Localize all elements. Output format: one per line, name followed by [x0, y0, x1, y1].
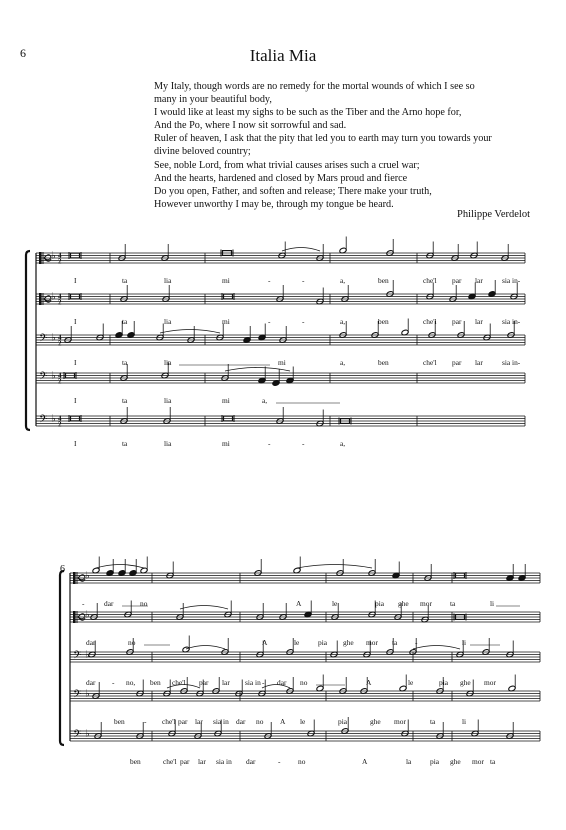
- lyric-syllable: A: [296, 599, 302, 608]
- slur: [413, 646, 460, 650]
- bass-clef: 𝄢: [39, 369, 48, 385]
- lyric-syllable: par: [180, 757, 190, 766]
- lyric-syllable: ghe: [398, 599, 409, 608]
- lyric-syllable: I: [74, 317, 77, 326]
- lyric-syllable: dar: [86, 678, 96, 687]
- lyric-syllable: li: [490, 599, 495, 608]
- lyric-syllable: sia in-: [502, 358, 521, 367]
- flat-sign: ♭: [85, 609, 90, 621]
- lyric-syllable: -: [112, 678, 115, 687]
- lyric-syllable: -: [82, 599, 85, 608]
- lyric-syllable: pia: [318, 638, 328, 647]
- time-signature: 2: [58, 339, 62, 348]
- lyric-syllable: -: [302, 317, 305, 326]
- lyric-syllable: sia in: [245, 678, 261, 687]
- c-clef: [39, 252, 42, 264]
- lyric-syllable: che'l: [172, 678, 186, 687]
- lyric-syllable: no,: [126, 678, 136, 687]
- lyric-syllable: lar: [475, 317, 483, 326]
- lyric-syllable: -: [302, 276, 305, 285]
- lyric-syllable: -: [415, 638, 418, 647]
- time-signature: 4: [58, 414, 62, 423]
- lyric-syllable: A: [280, 717, 286, 726]
- time-signature: 2: [58, 377, 62, 386]
- lyric-syllable: par: [452, 276, 462, 285]
- lyric-syllable: che'l: [423, 276, 437, 285]
- page-number: 6: [20, 46, 26, 60]
- c-clef: [39, 293, 42, 305]
- lyric-syllable: dar: [236, 717, 246, 726]
- lyric-syllable: li: [462, 638, 467, 647]
- lyric-syllable: sia in: [216, 757, 232, 766]
- bass-clef: 𝄢: [39, 331, 48, 347]
- time-signature: 4: [58, 371, 62, 380]
- flat-sign: ♭: [51, 291, 56, 303]
- poem-line: Ruler of heaven, I ask that the pity that led you to earth may turn you towards your: [154, 133, 492, 145]
- poem-line: However unworthy I may be, through my tongue be heard.: [154, 198, 394, 210]
- flat-sign: ♭: [51, 370, 56, 382]
- lyric-syllable: lar: [475, 276, 483, 285]
- lyric-syllable: mi: [278, 358, 286, 367]
- poem-line: And the hearts, hardened and closed by Mars proud and fierce: [154, 172, 408, 184]
- lyric-syllable: ben: [150, 678, 161, 687]
- lyric-syllable: mi: [222, 276, 230, 285]
- lyric-syllable: le: [332, 599, 338, 608]
- lyric-syllable: le: [300, 717, 306, 726]
- lyric-syllable: che'l: [423, 317, 437, 326]
- lyric-syllable: I: [74, 358, 77, 367]
- lyric-syllable: ta: [122, 276, 128, 285]
- system-bracket: [60, 571, 64, 745]
- lyric-syllable: lia: [164, 439, 172, 448]
- slur: [225, 368, 290, 372]
- lyric-syllable: mor: [472, 757, 484, 766]
- poem-line: I would like at least my sighs to be such as the Tiber and the Arno hope for,: [154, 107, 462, 119]
- lyric-syllable: le: [408, 678, 414, 687]
- lyric-syllable: -: [278, 757, 281, 766]
- lyric-syllable: par: [199, 678, 209, 687]
- lyric-syllable: ben: [114, 717, 125, 726]
- lyric-syllable: mor: [420, 599, 432, 608]
- poem-line: And the Po, where I now sit sorrowful and sad.: [154, 120, 347, 132]
- lyric-syllable: ta: [430, 717, 436, 726]
- lyric-syllable: a,: [340, 358, 346, 367]
- time-signature: 4: [58, 251, 62, 260]
- lyric-syllable: a,: [262, 396, 268, 405]
- time-signature: 2: [58, 257, 62, 266]
- lyric-syllable: lia: [164, 317, 172, 326]
- lyric-syllable: no: [128, 638, 136, 647]
- lyric-syllable: ghe: [343, 638, 354, 647]
- lyric-syllable: che'l: [163, 757, 177, 766]
- lyric-syllable: no: [300, 678, 308, 687]
- slur: [180, 606, 228, 610]
- lyric-syllable: par: [452, 358, 462, 367]
- lyric-syllable: lar: [195, 717, 203, 726]
- lyric-syllable: A: [262, 638, 268, 647]
- lyric-syllable: dar: [86, 638, 96, 647]
- lyric-syllable: -: [268, 276, 271, 285]
- system-bracket: [26, 251, 30, 430]
- flat-sign: ♭: [51, 250, 56, 262]
- lyric-syllable: pia: [375, 599, 385, 608]
- bass-clef: 𝄢: [39, 412, 48, 428]
- lyric-syllable: ta: [122, 396, 128, 405]
- page-title: Italia Mia: [249, 46, 317, 65]
- flat-sign: ♭: [85, 649, 90, 661]
- lyric-syllable: ben: [130, 757, 141, 766]
- c-clef: [73, 572, 76, 584]
- lyric-syllable: dar: [277, 678, 287, 687]
- lyric-syllable: mor: [394, 717, 406, 726]
- lyric-syllable: I: [74, 439, 77, 448]
- lyric-syllable: lar: [475, 358, 483, 367]
- flat-sign: ♭: [85, 688, 90, 700]
- lyric-syllable: sia in-: [502, 276, 521, 285]
- lyric-syllable: -: [262, 678, 265, 687]
- lyric-syllable: -: [268, 317, 271, 326]
- lyric-syllable: dar: [104, 599, 114, 608]
- lyric-syllable: a,: [340, 276, 346, 285]
- composer-credit: Philippe Verdelot: [456, 209, 530, 220]
- lyric-syllable: ta: [392, 638, 398, 647]
- lyric-syllable: ben: [378, 317, 389, 326]
- lyric-syllable: che'l: [162, 717, 176, 726]
- lyric-syllable: pia: [338, 717, 348, 726]
- lyric-syllable: ghe: [450, 757, 461, 766]
- lyric-syllable: mi: [222, 439, 230, 448]
- slur: [186, 646, 225, 650]
- measure-number: 6: [60, 564, 65, 575]
- lyric-syllable: le: [294, 638, 300, 647]
- time-signature: 2: [58, 420, 62, 429]
- lyric-syllable: sia in-: [502, 317, 521, 326]
- lyric-syllable: ben: [378, 276, 389, 285]
- flat-sign: ♭: [85, 570, 90, 582]
- flat-sign: ♭: [85, 728, 90, 740]
- lyric-syllable: A: [366, 678, 372, 687]
- lyric-syllable: ta: [490, 757, 496, 766]
- lyric-syllable: lia: [164, 276, 172, 285]
- lyric-syllable: lar: [198, 757, 206, 766]
- lyric-syllable: pia: [430, 757, 440, 766]
- flat-sign: ♭: [51, 332, 56, 344]
- lyric-syllable: I: [74, 396, 77, 405]
- time-signature: 4: [58, 333, 62, 342]
- bass-clef: 𝄢: [73, 727, 82, 743]
- lyric-syllable: lia: [164, 396, 172, 405]
- lyric-syllable: la: [406, 757, 412, 766]
- lyric-syllable: mi: [222, 317, 230, 326]
- lyric-syllable: par: [178, 717, 188, 726]
- lyric-syllable: sia in: [213, 717, 229, 726]
- lyric-syllable: mor: [484, 678, 496, 687]
- slur: [160, 330, 220, 334]
- lyric-syllable: ta: [122, 358, 128, 367]
- bass-clef: 𝄢: [73, 687, 82, 703]
- lyric-syllable: lar: [222, 678, 230, 687]
- lyric-syllable: mor: [366, 638, 378, 647]
- lyric-syllable: ta: [450, 599, 456, 608]
- lyric-syllable: par: [452, 317, 462, 326]
- lyric-syllable: no: [298, 757, 306, 766]
- lyric-syllable: mi: [222, 396, 230, 405]
- lyric-syllable: no: [140, 599, 148, 608]
- poem-line: My Italy, though words are no remedy for the mortal wounds of which I see so: [154, 81, 475, 92]
- lyric-syllable: ta: [122, 439, 128, 448]
- lyric-syllable: ghe: [460, 678, 471, 687]
- lyric-syllable: a,: [340, 317, 346, 326]
- poem-line: divine beloved country;: [154, 146, 251, 158]
- lyric-syllable: -: [302, 439, 305, 448]
- lyric-syllable: I: [74, 276, 77, 285]
- lyric-syllable: lia: [164, 358, 172, 367]
- lyric-syllable: no: [256, 717, 264, 726]
- lyric-syllable: che'l: [423, 358, 437, 367]
- time-signature: 2: [58, 298, 62, 307]
- flat-sign: ♭: [51, 413, 56, 425]
- lyric-syllable: ta: [122, 317, 128, 326]
- lyric-syllable: ghe: [370, 717, 381, 726]
- lyric-syllable: li: [462, 717, 467, 726]
- c-clef: [73, 611, 76, 623]
- lyric-syllable: A: [362, 757, 368, 766]
- lyric-syllable: a,: [340, 439, 346, 448]
- time-signature: 4: [58, 292, 62, 301]
- lyric-syllable: dar: [246, 757, 256, 766]
- poem-line: many in your beautiful body,: [154, 94, 272, 106]
- slur: [282, 248, 320, 252]
- lyric-syllable: pia: [439, 678, 449, 687]
- slur: [96, 565, 144, 569]
- poem-line: See, noble Lord, from what trivial causes arises such a cruel war;: [154, 159, 420, 171]
- slur: [297, 565, 372, 569]
- lyric-syllable: -: [268, 439, 271, 448]
- lyric-syllable: -: [144, 717, 147, 726]
- bass-clef: 𝄢: [73, 648, 82, 664]
- lyric-syllable: ben: [378, 358, 389, 367]
- poem-line: Do you open, Father, and soften and release; There make your truth,: [154, 185, 432, 197]
